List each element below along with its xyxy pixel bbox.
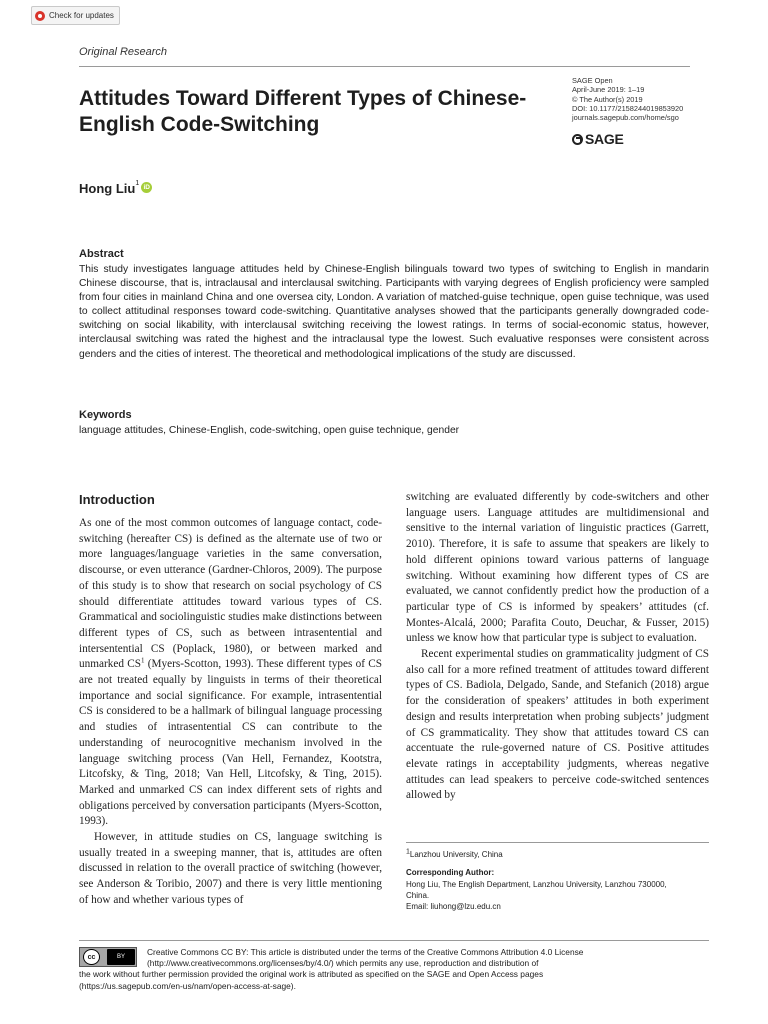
affiliation-footnote: $^1$Lanzhou University, China — [406, 848, 503, 859]
author-line — [79, 181, 152, 196]
article-type-label: Original Research — [79, 46, 168, 58]
corresponding-author-heading: Corresponding Author: — [406, 868, 495, 878]
abstract-text: This study investigates language attitudes held by Chinese-English bilinguals toward two types of switching to English in mandarin Chinese discourse, that is, intraclausal and interclausal switching. Participants with varying degrees of English proficiency were sampled from four cities in mainland China and one oversea city, London. A variation of matched-guise technique, open guise technique, was used to collect attitudinal responses toward code-switching. Quantitative analyses showed that the participants generally downgraded code-switching on social likability, with interclausal switching receiving the lowest ratings. In terms of social-economic status, however, interclausal switching was rated the highest and the intraclausal type the lowest. Such evaluative responses were consistent across genders and the cities of interest. The theoretical and methodological implications of the study are discussed. — [79, 264, 709, 360]
corresponding-author-address: Hong Liu, The English Department, Lanzhou University, Lanzhou 730000, — [406, 879, 667, 889]
orcid-icon[interactable]: iD — [141, 182, 152, 193]
sage-logo-icon — [572, 134, 583, 145]
introduction-heading: Introduction — [79, 492, 155, 507]
corresponding-author-address-cont: China. — [406, 890, 430, 900]
intro-paragraph-4: Recent experimental studies on grammaticality judgment of CS also call for a more refined treatment of attitudes toward different types of CS. Badiola, Delgado, Sande, and Stefanich (2018) argue for the consideration of speakers’ attitudes in both experiment design and results interpretation when probing subjects’ judgment of CS grammaticality. They show that attitudes toward CS can accentuate the rule-governed nature of CS. Positive attitudes elevate ratings in acceptability judgments, whereas negative attitudes can lead speakers to perceive code-switched sentences allowed by — [406, 648, 709, 802]
corresponding-author-email: Email: liuhong@lzu.edu.cn — [406, 902, 501, 912]
check-for-updates-badge[interactable] — [31, 6, 120, 25]
footnote-mark: 1 — [141, 656, 145, 665]
paper-title: Attitudes Toward Different Types of Chinese-English Code-Switching — [79, 87, 527, 136]
journal-copyright: © The Author(s) 2019 — [572, 94, 643, 104]
intro-paragraph-2: However, in attitude studies on CS, language switching is usually treated in a sweeping manner, that is, attitudes are often discussed in relation to the overall practice of switching (however, see Anderson & Toribio, 2007) and there is very little mentioning of how and whether various types of — [79, 831, 382, 906]
license-divider — [79, 940, 709, 941]
journal-meta — [572, 76, 683, 122]
footnotes — [406, 849, 716, 912]
intro-paragraph-3: switching are evaluated differently by code-switchers and other language users. Language attitudes are multidimensional and sensitive to the internal variation of linguistic practices (Garrett, 2010). Therefore, it is safe to assume that speakers are likely to hold different opinions toward various patterns of language switching. Without examining how different types of CS are evaluated, we cannot confidently predict how the production of a particular type of CS is informed by speakers’ attitudes (cf. Montes-Alcalá, 2000; Parafita Couto, Deuchar, & Fusser, 2015) unless we know how that particular type is subject to evaluation. — [406, 491, 709, 645]
keywords-heading: Keywords — [79, 409, 132, 421]
journal-issue: April-June 2019: 1–19 — [572, 85, 645, 95]
by-icon: BY — [107, 949, 135, 965]
abstract-heading: Abstract — [79, 248, 124, 260]
header-divider — [79, 66, 690, 67]
license-line-1: Creative Commons CC BY: This article is distributed under the terms of the Creative Commons Attribution 4.0 License — [147, 947, 584, 957]
license-line-2[interactable]: (http://www.creativecommons.org/licenses/by/4.0/) which permits any use, reproduction and distribution of — [147, 958, 539, 969]
sage-logo — [572, 131, 623, 147]
cc-icon: cc — [83, 949, 100, 965]
license-text — [79, 947, 719, 992]
author-name: Hong Liu — [79, 181, 136, 196]
journal-url[interactable]: journals.sagepub.com/home/sgo — [572, 113, 679, 123]
footnote-divider — [406, 842, 709, 843]
author-affiliation-mark: 1 — [135, 180, 140, 187]
license-line-4[interactable]: (https://us.sagepub.com/en-us/nam/open-access-at-sage). — [79, 980, 296, 991]
journal-doi[interactable]: DOI: 10.1177/2158244019853920 — [572, 103, 684, 113]
body-column-right — [406, 490, 709, 804]
crossmark-icon — [35, 11, 45, 21]
intro-paragraph-1: As one of the most common outcomes of language contact, code-switching (hereafter CS) is defined as the alternate use of two or more languages/language varieties in the same conversation, discourse, or even utterance (Gardner-Chloros, 2009). The purpose of this study is to show that research on social psychology of CS should differentiate attitudes toward various types of CS. Grammatical and sociolinguistic studies make distinctions between different types of CS, such as between intrasentential and intersentential CS (Poplack, 1980), or between marked and unmarked $CS^1$ (Myers-Scotton, 1993). These different types of CS are not treated equally by linguists in terms of their theoretical importance and social significance. For example, intrasentential CS is considered to be a hallmark of bilingual language processing and studies of intrasentential CS can contribute to the understanding of neurocognitive mechanism involved in the language switching process (Van Hell, Fernandez, Kootstra, Litcofsky, & Ting, 2018; Van Hell, Litcofsky, & Ting, 2015). Marked and unmarked CS can index different sets of rights and obligations perceived by conversation participants (Myers-Scotton, 1993). — [79, 517, 383, 828]
keywords-text: language attitudes, Chinese-English, code-switching, open guise technique, gender — [79, 425, 460, 436]
sage-logo-text: SAGE — [585, 131, 624, 147]
journal-name: SAGE Open — [572, 76, 613, 85]
check-for-updates-label: Check for updates — [49, 11, 114, 20]
email-link[interactable]: liuhong@lzu.edu.cn — [430, 902, 501, 912]
license-line-3: the work without further permission provided the original work is attributed as specified on the SAGE and Open Access pages — [79, 969, 544, 980]
body-column-left — [79, 516, 382, 909]
